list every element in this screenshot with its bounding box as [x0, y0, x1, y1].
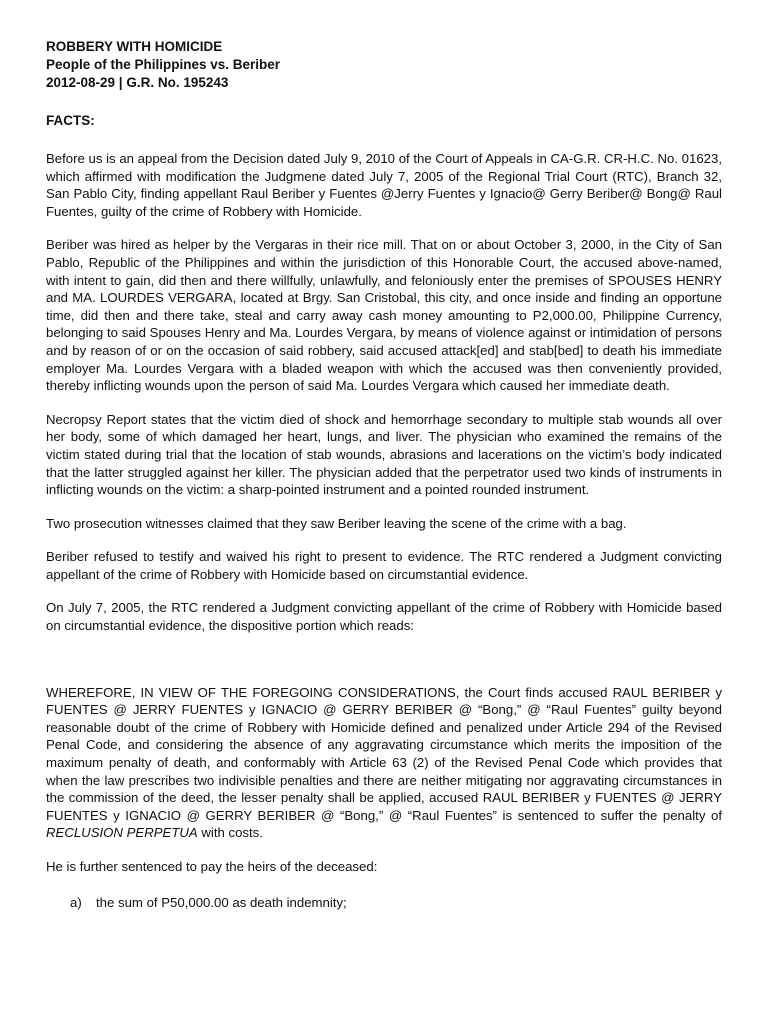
paragraph-refusal: Beriber refused to testify and waived his right to present to evidence. The RTC rendered a Judgment convicting appellant of the crime of Robbery with Homicide based on circumstantial evidence.	[46, 549, 722, 582]
facts-heading: FACTS:	[46, 113, 95, 128]
paragraph-further-sentence: He is further sentenced to pay the heirs of the deceased:	[46, 859, 378, 874]
case-category: ROBBERY WITH HOMICIDE	[46, 39, 223, 54]
case-date-number: 2012-08-29 | G.R. No. 195243	[46, 75, 229, 90]
paragraph-necropsy: Necropsy Report states that the victim died of shock and hemorrhage secondary to multiple stab wounds all over her body, some of which damaged her heart, lungs, and liver. The physician who examined the remains of the victim stated during trial that the location of stab wounds, abrasions and lacerations on the victim’s body indicated that the latter struggled against her killer. The physician added that the perpetrator used two kinds of instruments in inflicting wounds on the victim: a sharp-pointed instrument and a pointed rounded instrument.	[46, 411, 722, 498]
dispositive-costs: with costs.	[197, 825, 263, 841]
dispositive-penalty: RECLUSION PERPETUA	[46, 825, 198, 841]
paragraph-information: Beriber was hired as helper by the Vergaras in their rice mill. That on or about October 3, 2000, in the City of San Pablo, Republic of the Philippines and within the jurisdiction of this Honorable Court, the accused above-named, with intent to gain, did then and there willfully, unlawfully, and feloniously enter the premises of SPOUSES HENRY and MA. LOURDES VERGARA, located at Brgy. San Cristobal, this city, and once inside and finding an opportune time, did then and there take, steal and carry away cash money amounting to P2,000.00, Philippine Currency, belonging to said Spouses Henry and Ma. Lourdes Vergara, by means of violence against or intimidation of persons and by reason of or on the occasion of said robbery, said accused attack[ed] and stab[bed] to death his immediate employer Ma. Lourdes Vergara with a bladed weapon with which the accused was then conveniently provided, thereby inflicting wounds upon the person of said Ma. Lourdes Vergara which caused her immediate death.	[46, 237, 722, 394]
paragraph-witnesses: Two prosecution witnesses claimed that they saw Beriber leaving the scene of the crime with a bag.	[46, 515, 627, 531]
paragraph-rtc-judgment: On July 7, 2005, the RTC rendered a Judgment convicting appellant of the crime of Robbery with Homicide based on circumstantial evidence, the dispositive portion which reads:	[46, 600, 722, 634]
indemnity-list	[70, 894, 722, 912]
dispositive-portion	[46, 684, 722, 842]
case-title: People of the Philippines vs. Beriber	[46, 57, 281, 72]
case-header	[46, 38, 722, 92]
list-item-text: the sum of P50,000.00 as death indemnity;	[96, 894, 347, 910]
dispositive-text: WHEREFORE, IN VIEW OF THE FOREGOING CONSIDERATIONS, the Court finds accused RAUL BERIBER y FUENTES @ JERRY FUENTES y IGNACIO @ GERRY BERIBER @ “Bong,” @ “Raul Fuentes” guilty beyond reasonable doubt of the crime of Robbery with Homicide defined and penalized under Article 294 of the Revised Penal Code, and considering the absence of any aggravating circumstance which merits the imposition of the maximum penalty of death, and conformably with Article 63 (2) of the Revised Penal Code which provides that when the law prescribes two indivisible penalties and there are neither mitigating nor aggravating circumstances in the commission of the deed, the lesser penalty shall be applied, accused RAUL BERIBER y FUENTES @ JERRY FUENTES y IGNACIO @ GERRY BERIBER @ “Bong,” @ “Raul Fuentes” is sentenced to suffer the penalty of	[46, 684, 722, 823]
paragraph-appeal: Before us is an appeal from the Decision dated July 9, 2010 of the Court of Appeals in CA-G.R. CR-H.C. No. 01623, which affirmed with modification the Judgmene dated July 7, 2005 of the Regional Trial Court (RTC), Branch 32, San Pablo City, finding appellant Raul Beriber y Fuentes @Jerry Fuentes y Ignacio@ Gerry Beriber@ Bong@ Raul Fuentes, guilty of the crime of Robbery with Homicide.	[46, 151, 722, 219]
list-item-label: a)	[70, 894, 82, 910]
list-item	[70, 894, 722, 912]
